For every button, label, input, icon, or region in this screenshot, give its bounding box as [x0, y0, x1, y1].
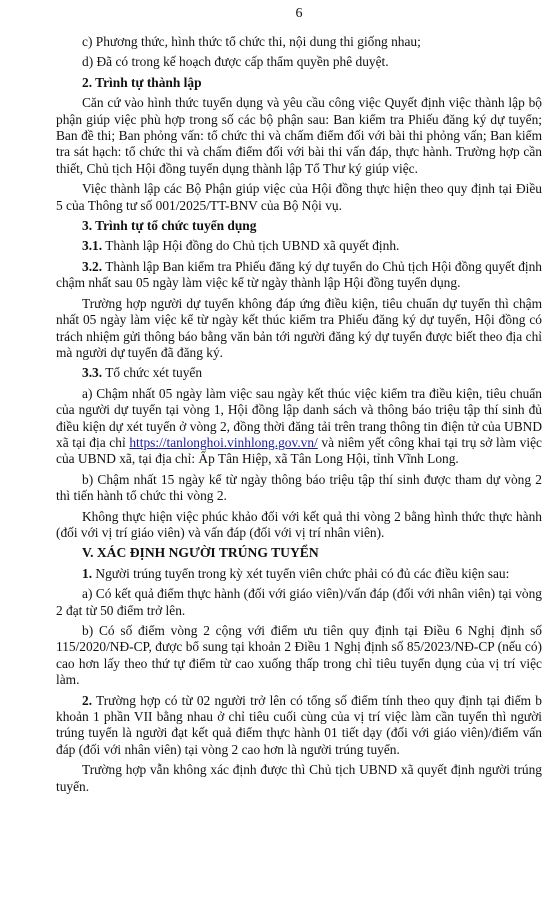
item-a-text-2: và niêm yết công khai tại trụ sở làm việc của UBND xã, tại địa chỉ: Ấp Tân Hiệp, xã Tân Long Hội, tỉnh Vĩnh Long. [56, 434, 542, 467]
paragraph-final-decision: Trường hợp vẫn không xác định được thì Chủ tịch UBND xã quyết định người trúng tuyển. [56, 762, 542, 794]
section-V-2 [56, 693, 542, 759]
item-a-announcement [56, 386, 542, 468]
section-V-1-number: 1. [82, 565, 93, 581]
item-a-text-1: a) Chậm nhất 05 ngày làm việc sau ngày kết thúc việc kiểm tra điều kiện, tiêu chuẩn của người dự tuyển tại vòng 1, Hội đồng lập danh sách và thông báo triệu tập thí sinh đủ điều kiện dự xét tuyển ở vòng 2, đồng thời đăng tải trên trang thông tin điện tử của UBND xã tại địa chỉ [56, 385, 542, 450]
section-V-2-text: Trường hợp có từ 02 người trở lên có tổng số điểm tính theo quy định tại điểm b khoản 1 phần VII bằng nhau ở chỉ tiêu cuối cùng của vị trí việc làm cần tuyển thì người trúng tuyển là người đạt kết quả điểm thực hành 01 tiết dạy (đối với giáo viên)/điểm vấn đáp (đối với nhân viên) tại vòng 2 cao hơn là người trúng tuyển. [56, 692, 542, 757]
section-V-1-text: Người trúng tuyển trong kỳ xét tuyển viên chức phải có đủ các điều kiện sau: [92, 565, 510, 581]
section-3-1-text: Thành lập Hội đồng do Chủ tịch UBND xã quyết định. [102, 238, 400, 254]
paragraph-notification: Trường hợp người dự tuyển không đáp ứng điều kiện, tiêu chuẩn dự tuyển thì chậm nhất 05 ngày làm việc kể từ ngày kết thúc kiểm tra Phiếu đăng ký dự tuyển, Hội đồng có trách nhiệm gửi thông báo bằng văn bản tới người đăng ký dự tuyển được biết theo địa chỉ mà người dự tuyển đã đăng ký. [56, 295, 542, 360]
condition-c: c) Phương thức, hình thức tổ chức thi, nội dung thi giống nhau; [82, 34, 421, 49]
heading-V: V. XÁC ĐỊNH NGƯỜI TRÚNG TUYỂN [82, 545, 319, 561]
condition-d: d) Đã có trong kế hoạch được cấp thẩm quyền phê duyệt. [82, 54, 389, 70]
section-V-2-number: 2. [82, 692, 93, 708]
section-V-1 [56, 566, 542, 582]
heading-3: 3. Trình tự tổ chức tuyển dụng [82, 218, 257, 234]
paragraph-establishment: Căn cứ vào hình thức tuyển dụng và yêu cầu công việc Quyết định việc thành lập bộ phận giúp việc phù hợp trong số các bộ phận sau: Ban kiểm tra Phiếu đăng ký dự tuyển; Ban đề thi; Ban phỏng vấn: tổ chức thi và chấm điểm đối với bài thi phỏng vấn; Ban kiểm tra sát hạch: tổ chức thi và chấm điểm đối với bài thi vấn đáp, thực hành. Trường hợp cần thiết, Chủ tịch Hội đồng tuyển dụng thành lập Tổ Thư ký giúp việc. [56, 95, 542, 176]
section-3-2-text: Thành lập Ban kiểm tra Phiếu đăng ký dự tuyển do Chủ tịch Hội đồng quyết định chậm nhất sau 05 ngày làm việc kể từ ngày thành lập Hội đồng tuyển dụng. [56, 258, 542, 291]
item-V-b: b) Có số điểm vòng 2 cộng với điểm ưu tiên quy định tại Điều 6 Nghị định số 115/2020/NĐ-CP, được bổ sung tại khoản 2 Điều 1 Nghị định số 85/2023/NĐ-CP (nếu có) cao hơn lấy theo thứ tự điểm từ cao xuống thấp trong chỉ tiêu tuyển dụng của vị trí việc làm. [56, 623, 542, 688]
item-V-a: a) Có kết quả điểm thực hành (đối với giáo viên)/vấn đáp (đối với nhân viên) tại vòng 2 đạt từ 50 điểm trở lên. [56, 586, 542, 618]
paragraph-no-review: Không thực hiện việc phúc khảo đối với kết quả thi vòng 2 bằng hình thức thực hành (đối với vị trí giáo viên) và vấn đáp (đối với vị trí nhân viên). [56, 508, 542, 540]
section-3-3-number: 3.3. [82, 365, 103, 381]
section-3-2-number: 3.2. [82, 258, 103, 274]
section-3-2 [56, 259, 542, 292]
website-link[interactable]: https://tanlonghoi.vinhlong.gov.vn/ [129, 434, 318, 450]
page-number: 6 [295, 6, 303, 21]
paragraph-circular: Việc thành lập các Bộ Phận giúp việc của Hội đồng thực hiện theo quy định tại Điều 5 của Thông tư số 001/2025/TT-BNV của Bộ Nội vụ. [56, 181, 542, 213]
item-b-round2: b) Chậm nhất 15 ngày kể từ ngày thông báo triệu tập thí sinh được tham dự vòng 2 thì tiến hành tổ chức thi vòng 2. [56, 471, 542, 504]
section-3-1 [56, 238, 542, 254]
section-3-3 [56, 365, 542, 381]
section-3-3-text: Tổ chức xét tuyển [102, 365, 203, 381]
section-3-1-number: 3.1. [82, 238, 103, 254]
heading-2: 2. Trình tự thành lập [82, 74, 202, 90]
